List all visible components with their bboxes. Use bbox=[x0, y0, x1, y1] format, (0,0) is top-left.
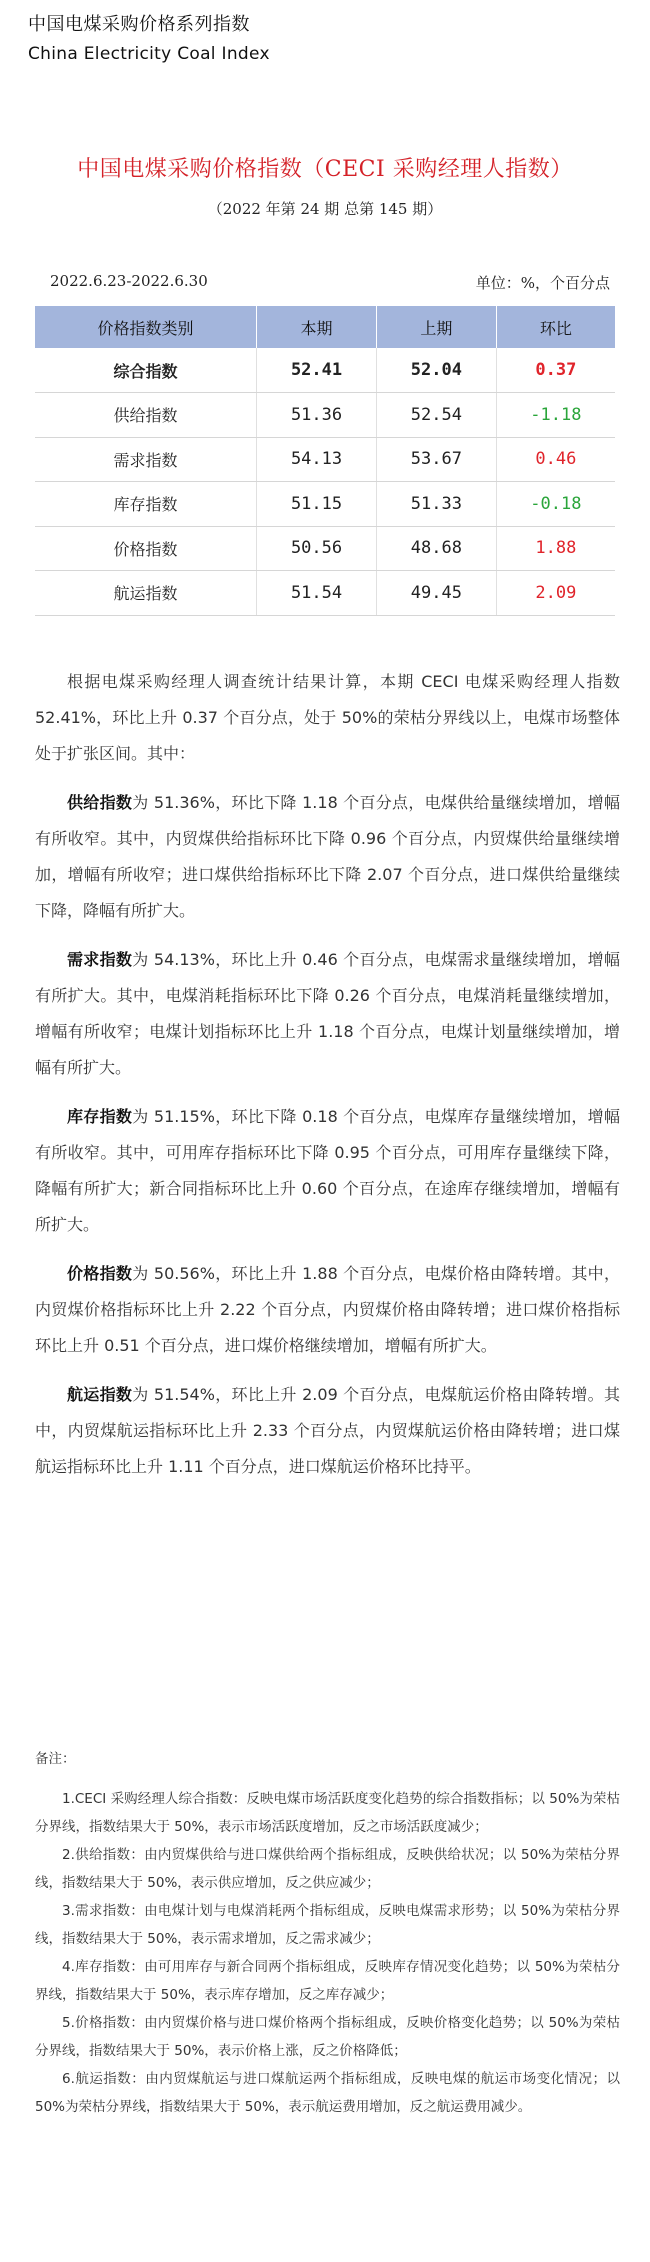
row-change: 0.37 bbox=[496, 348, 615, 393]
brand-header bbox=[28, 10, 270, 64]
paragraph-text: 为 50.56%，环比上升 1.88 个百分点，电煤价格由降转增。其中，内贸煤价格指标环比上升 2.22 个百分点，内贸煤价格由降转增；进口煤价格指标环比上升 0.51 个百分点，进口煤价格继续增加，增幅有所扩大。 bbox=[35, 1264, 620, 1355]
notes-section bbox=[35, 1745, 620, 2121]
paragraph-term: 库存指数 bbox=[67, 1107, 133, 1126]
table-row bbox=[35, 437, 615, 482]
table-header-row bbox=[35, 306, 615, 348]
table-row bbox=[35, 393, 615, 438]
note-item: 1.CECI 采购经理人综合指数：反映电煤市场活跃度变化趋势的综合指数指标；以 50%为荣枯分界线，指数结果大于 50%，表示市场活跃度增加，反之市场活跃度减少； bbox=[35, 1791, 620, 1835]
paragraph-term: 需求指数 bbox=[67, 950, 133, 969]
row-current: 50.56 bbox=[257, 526, 377, 571]
brand-name-en: China Electricity Coal Index bbox=[28, 44, 270, 64]
row-name: 供给指数 bbox=[35, 393, 257, 438]
shipping-paragraph bbox=[35, 1377, 620, 1485]
row-name: 需求指数 bbox=[35, 437, 257, 482]
row-change: 0.46 bbox=[496, 437, 615, 482]
index-table bbox=[35, 306, 615, 616]
table-row bbox=[35, 526, 615, 571]
header-category: 价格指数类别 bbox=[35, 306, 257, 348]
paragraph-text: 为 54.13%，环比上升 0.46 个百分点，电煤需求量继续增加，增幅有所扩大。其中，电煤消耗指标环比下降 0.26 个百分点，电煤消耗量继续增加，增幅有所收窄；电煤计划指标环比上升 1.18 个百分点，电煤计划量继续增加，增幅有所扩大。 bbox=[35, 950, 620, 1077]
row-name: 库存指数 bbox=[35, 482, 257, 527]
row-previous: 52.04 bbox=[376, 348, 496, 393]
note-item: 4.库存指数：由可用库存与新合同两个指标组成，反映库存情况变化趋势；以 50%为荣枯分界线，指数结果大于 50%，表示库存增加，反之库存减少； bbox=[35, 1959, 620, 2003]
row-current: 51.54 bbox=[257, 571, 377, 616]
header-change: 环比 bbox=[496, 306, 615, 348]
analysis-text bbox=[35, 664, 620, 1498]
note-item: 3.需求指数：由电煤计划与电煤消耗两个指标组成，反映电煤需求形势；以 50%为荣枯分界线，指数结果大于 50%，表示需求增加，反之需求减少； bbox=[35, 1903, 620, 1947]
header-previous: 上期 bbox=[376, 306, 496, 348]
note-item: 2.供给指数：由内贸煤供给与进口煤供给两个指标组成，反映供给状况；以 50%为荣枯分界线，指数结果大于 50%，表示供应增加，反之供应减少； bbox=[35, 1847, 620, 1891]
note-item: 5.价格指数：由内贸煤价格与进口煤价格两个指标组成，反映价格变化趋势；以 50%为荣枯分界线，指数结果大于 50%，表示价格上涨，反之价格降低； bbox=[35, 2015, 620, 2059]
row-change: -1.18 bbox=[496, 393, 615, 438]
header-current: 本期 bbox=[257, 306, 377, 348]
row-current: 51.36 bbox=[257, 393, 377, 438]
row-change: 2.09 bbox=[496, 571, 615, 616]
row-name: 航运指数 bbox=[35, 571, 257, 616]
table-row bbox=[35, 482, 615, 527]
price-paragraph bbox=[35, 1256, 620, 1364]
row-name: 综合指数 bbox=[35, 348, 257, 393]
issue-subtitle: （2022 年第 24 期 总第 145 期） bbox=[207, 200, 443, 218]
row-previous: 49.45 bbox=[376, 571, 496, 616]
row-previous: 51.33 bbox=[376, 482, 496, 527]
notes-title: 备注： bbox=[35, 1751, 76, 1767]
paragraph-term: 航运指数 bbox=[67, 1385, 133, 1404]
brand-name-cn: 中国电煤采购价格系列指数 bbox=[28, 14, 250, 35]
row-change: -0.18 bbox=[496, 482, 615, 527]
row-name: 价格指数 bbox=[35, 526, 257, 571]
row-current: 54.13 bbox=[257, 437, 377, 482]
row-current: 51.15 bbox=[257, 482, 377, 527]
page-title: 中国电煤采购价格指数（CECI 采购经理人指数） bbox=[77, 157, 573, 182]
intro-paragraph: 根据电煤采购经理人调查统计结果计算，本期 CECI 电煤采购经理人指数 52.41%，环比上升 0.37 个百分点，处于 50%的荣枯分界线以上，电煤市场整体处于扩张区间。其中： bbox=[35, 672, 620, 763]
paragraph-text: 为 51.15%，环比下降 0.18 个百分点，电煤库存量继续增加，增幅有所收窄。其中，可用库存指标环比下降 0.95 个百分点，可用库存量继续下降，降幅有所扩大；新合同指标环比上升 0.60 个百分点，在途库存继续增加，增幅有所扩大。 bbox=[35, 1107, 620, 1234]
paragraph-text: 为 51.36%，环比下降 1.18 个百分点，电煤供给量继续增加，增幅有所收窄。其中，内贸煤供给指标环比下降 0.96 个百分点，内贸煤供给量继续增加，增幅有所收窄；进口煤供给指标环比下降 2.07 个百分点，进口煤供给量继续下降，降幅有所扩大。 bbox=[35, 793, 620, 920]
row-previous: 48.68 bbox=[376, 526, 496, 571]
period-range: 2022.6.23-2022.6.30 bbox=[50, 272, 208, 290]
row-change: 1.88 bbox=[496, 526, 615, 571]
paragraph-text: 为 51.54%，环比上升 2.09 个百分点，电煤航运价格由降转增。其中，内贸煤航运指标环比上升 2.33 个百分点，内贸煤航运价格由降转增；进口煤航运指标环比上升 1.11 个百分点，进口煤航运价格环比持平。 bbox=[35, 1385, 620, 1476]
paragraph-term: 供给指数 bbox=[67, 793, 133, 812]
note-item: 6.航运指数：由内贸煤航运与进口煤航运两个指标组成，反映电煤的航运市场变化情况；以 50%为荣枯分界线，指数结果大于 50%，表示航运费用增加，反之航运费用减少。 bbox=[35, 2071, 620, 2115]
demand-paragraph bbox=[35, 942, 620, 1086]
unit-label: 单位：%，个百分点 bbox=[475, 274, 610, 292]
inventory-paragraph bbox=[35, 1099, 620, 1243]
row-previous: 53.67 bbox=[376, 437, 496, 482]
row-current: 52.41 bbox=[257, 348, 377, 393]
table-row bbox=[35, 348, 615, 393]
supply-paragraph bbox=[35, 785, 620, 929]
table-row bbox=[35, 571, 615, 616]
row-previous: 52.54 bbox=[376, 393, 496, 438]
paragraph-term: 价格指数 bbox=[67, 1264, 133, 1283]
